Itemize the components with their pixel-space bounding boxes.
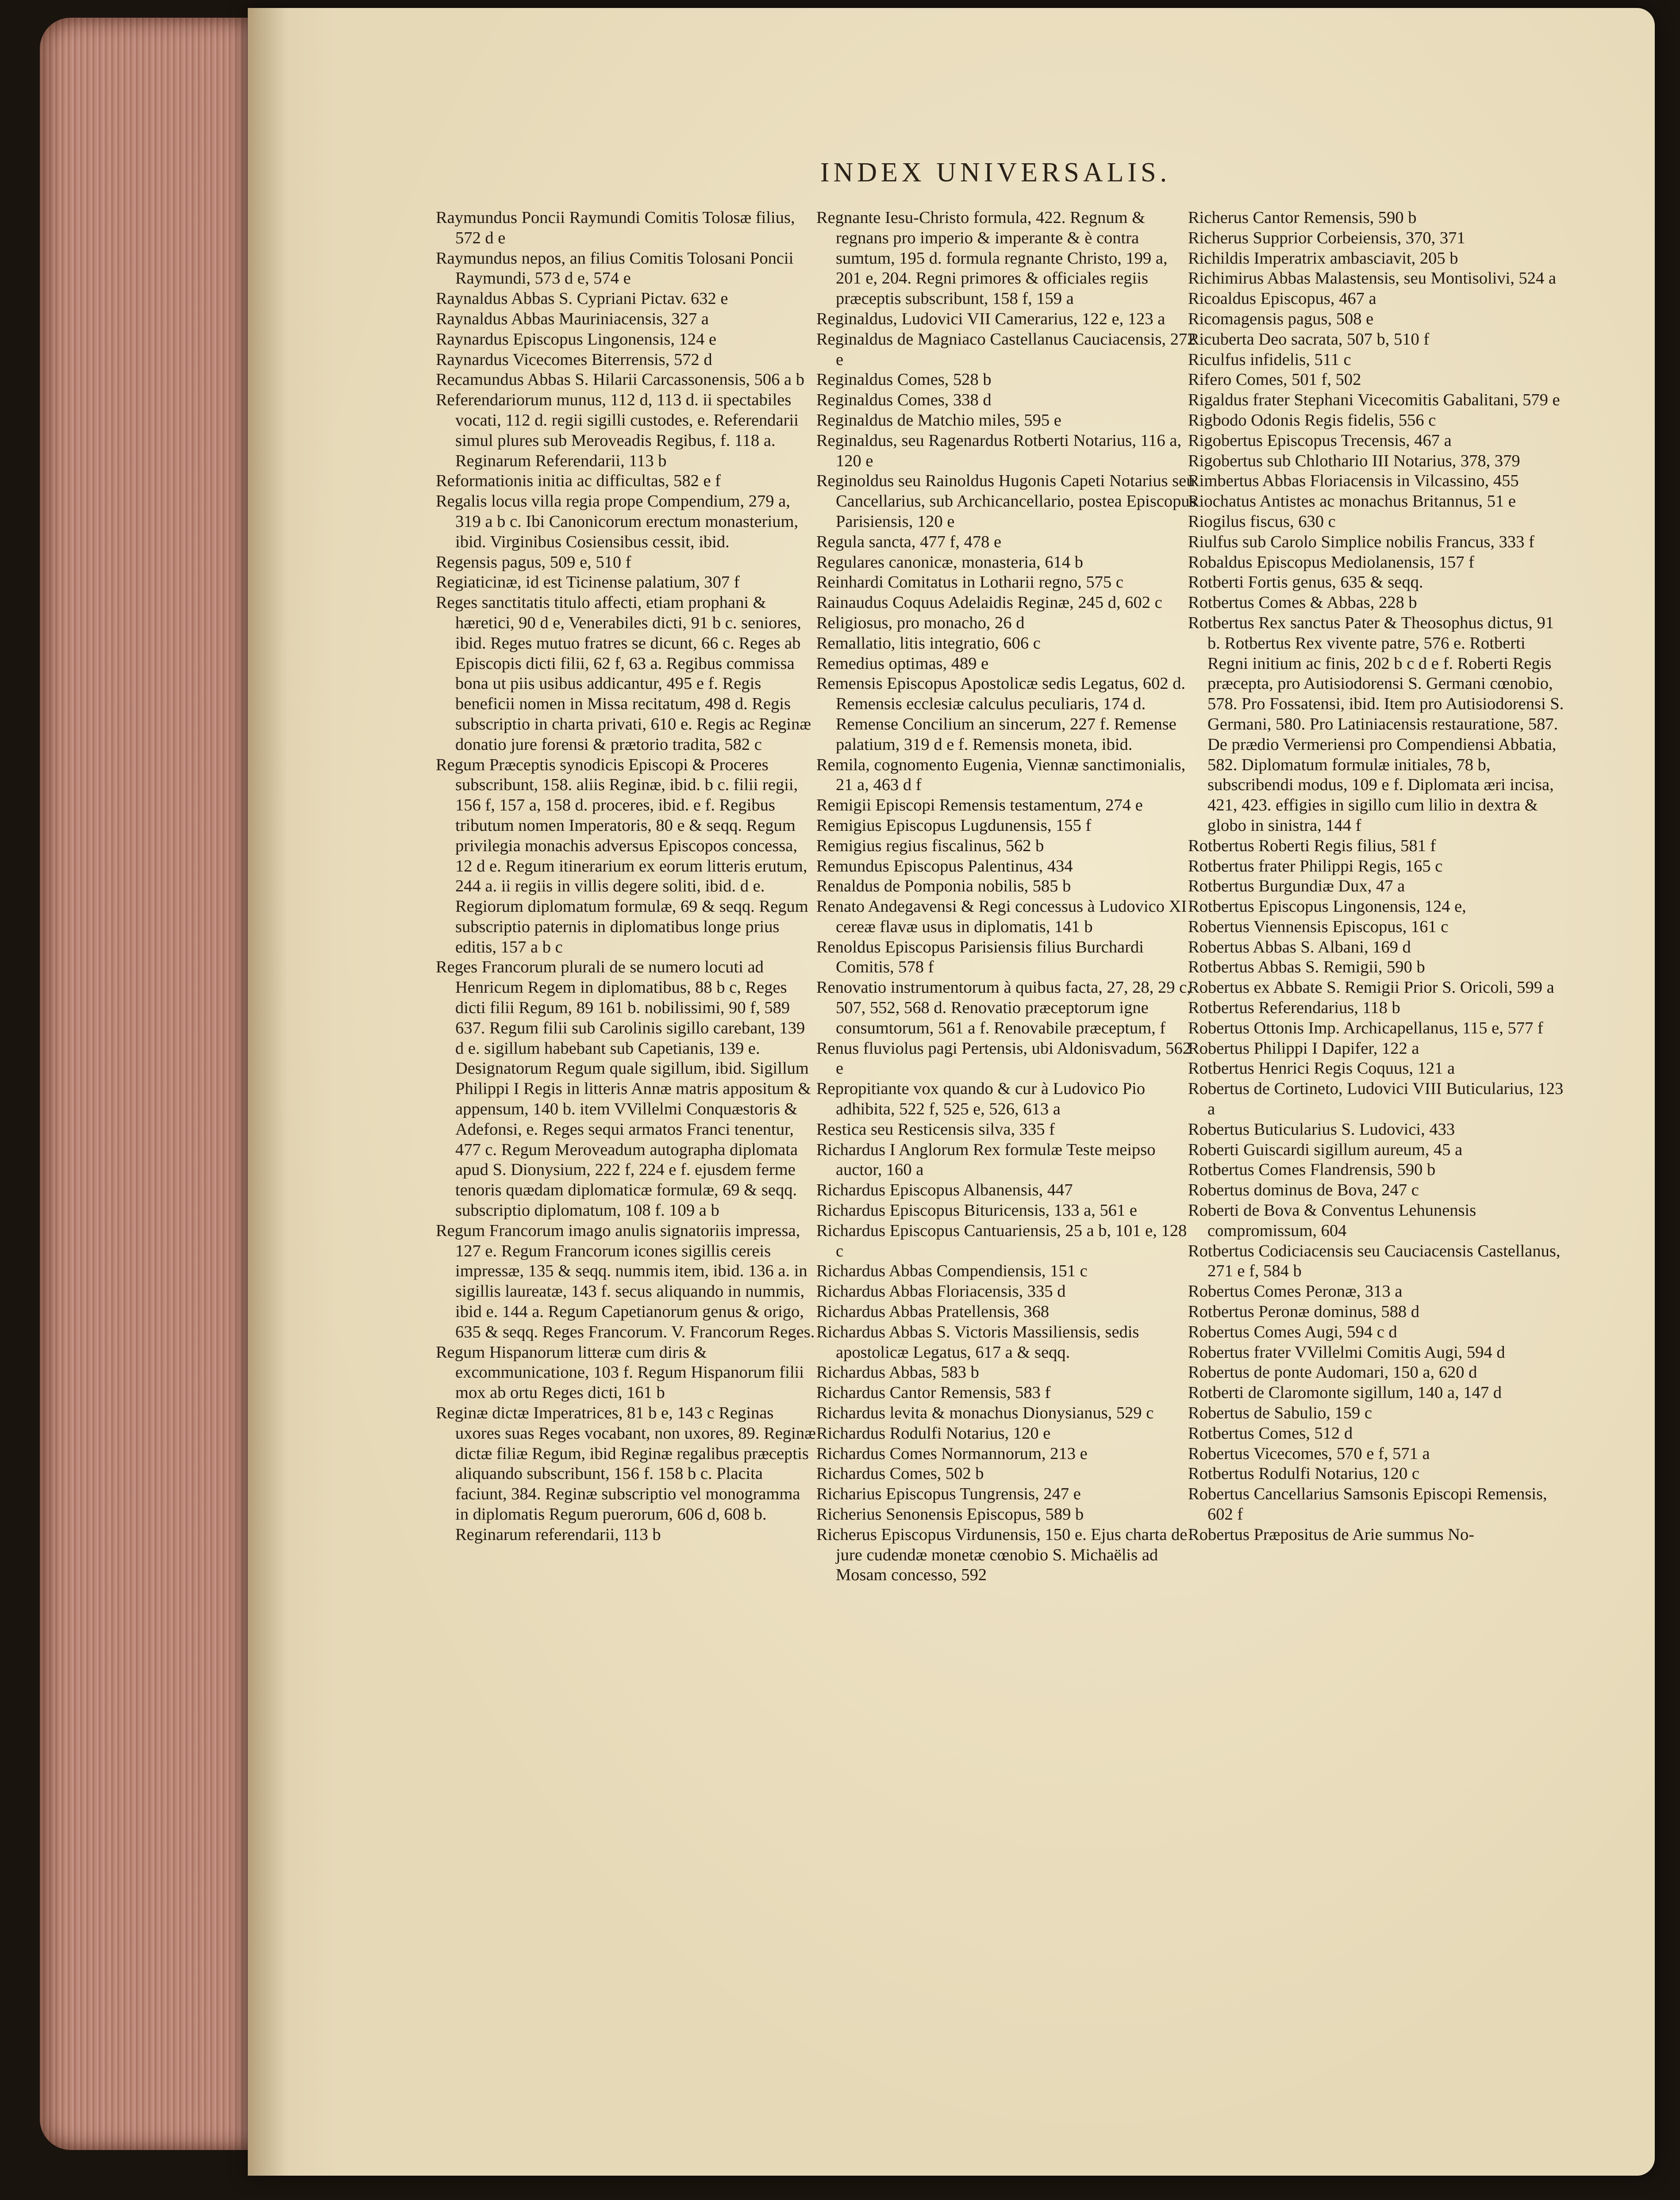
index-entry: Reges Francorum plurali de se numero locuti ad Henricum Regem in diplomatibus, 88 b c, Reges dicti filii Regum, 89 161 b. nobilissimi, 90 f, 589 637. Regum filii sub Carolinis sigillo carebant, 139 d e. sigillum habebant sub Capetianis, 139 e. Designatorum Regum quale sigillum, ibid. Sigillum Philippi I Regis in litteris Annæ matris appositum & appensum, 140 b. item VVillelmi Conquæstoris & Adefonsi, e. Reges sequi armatos Franci tenentur, 477 c. Regum Meroveadum autographa diplomata apud S. Dionysium, 222 f, 224 e f. ejusdem ferme tenoris quædam diplomaticæ formulæ, 69 & seqq. subscriptio diplomatum, 108 f. 109 a b bbox=[436, 958, 811, 1220]
index-entry: Ricoaldus Episcopus, 467 a bbox=[1188, 289, 1376, 308]
index-entry: Rotberti de Claromonte sigillum, 140 a, 147 d bbox=[1188, 1383, 1502, 1402]
index-entry: Rotbertus Rex sanctus Pater & Theosophus dictus, 91 b. Rotbertus Rex vivente patre, 576 e. Rotberti Regni initium ac finis, 202 b c d e f. Roberti Regis præcepta, pro Autisiodorensi S. Germani cœnobio, 578. Pro Fossatensi, ibid. Item pro Autisiodorensi S. Germani, 580. Pro Latiniacensis restauratione, 587. De prædio Vermeriensi pro Compendiensi Abbatia, 582. Diplomatum formulæ initiales, 78 b, subscribendi modus, 109 e f. Diplomata æri incisa, 421, 423. effigies in sigillo cum lilio in dextra & globo in sinistra, 144 f bbox=[1188, 613, 1564, 835]
index-entry: Robaldus Episcopus Mediolanensis, 157 f bbox=[1188, 553, 1474, 572]
index-entry: Restica seu Resticensis silva, 335 f bbox=[816, 1120, 1055, 1139]
index-entry: Richardus Episcopus Cantuariensis, 25 a b, 101 e, 128 c bbox=[816, 1221, 1187, 1260]
index-entry: Remallatio, litis integratio, 606 c bbox=[816, 634, 1041, 653]
index-entry: Rotbertus Peronæ dominus, 588 d bbox=[1188, 1302, 1419, 1321]
index-entry: Rotbertus Comes Flandrensis, 590 b bbox=[1188, 1160, 1436, 1179]
book-page-edges bbox=[40, 18, 265, 2150]
index-entry: Remedius optimas, 489 e bbox=[816, 654, 989, 673]
index-entry: Raynardus Episcopus Lingonensis, 124 e bbox=[436, 330, 717, 349]
index-entry: Robertus de ponte Audomari, 150 a, 620 d bbox=[1188, 1363, 1477, 1382]
index-entry: Rotbertus Referendarius, 118 b bbox=[1188, 998, 1400, 1017]
index-entry: Robertus frater VVillelmi Comitis Augi, 594 d bbox=[1188, 1343, 1505, 1362]
index-entry: Robertus Buticularius S. Ludovici, 433 bbox=[1188, 1120, 1455, 1139]
index-entry: Reginæ dictæ Imperatrices, 81 b e, 143 c Reginas uxores suas Reges vocabant, non uxores, 89. Reginæ dictæ filiæ Regum, ibid Reginæ regalibus præceptis aliquando subscribunt, 156 f. 158 b c. Placita faciunt, 384. Reginæ subscriptio vel monogramma in diplomatis Regum puerorum, 606 d, 608 b. Reginarum referendarii, 113 b bbox=[436, 1404, 816, 1544]
index-entry: Riochatus Antistes ac monachus Britannus, 51 e bbox=[1188, 492, 1516, 511]
index-entry: Richardus Rodulfi Notarius, 120 e bbox=[816, 1424, 1051, 1443]
index-entry: Robertus Abbas S. Albani, 169 d bbox=[1188, 937, 1411, 956]
index-entry: Reinhardi Comitatus in Lotharii regno, 575 c bbox=[816, 573, 1123, 592]
index-entry: Richildis Imperatrix ambasciavit, 205 b bbox=[1188, 249, 1458, 268]
index-entry: Robertus de Sabulio, 159 c bbox=[1188, 1404, 1372, 1423]
index-entry: Roberti de Bova & Conventus Lehunensis compromissum, 604 bbox=[1188, 1201, 1476, 1240]
index-entry: Rotbertus Comes & Abbas, 228 b bbox=[1188, 593, 1417, 612]
index-entry: Raymundus Poncii Raymundi Comitis Tolosæ filius, 572 d e bbox=[436, 208, 795, 247]
index-entry: Remila, cognomento Eugenia, Viennæ sanctimonialis, 21 a, 463 d f bbox=[816, 755, 1186, 795]
index-entry: Recamundus Abbas S. Hilarii Carcassonensis, 506 a b bbox=[436, 370, 804, 389]
index-entry: Robertus de Cortineto, Ludovici VIII Buticularius, 123 a bbox=[1188, 1079, 1564, 1119]
index-entry: Riulfus sub Carolo Simplice nobilis Francus, 333 f bbox=[1188, 532, 1534, 551]
index-entry: Raymundus nepos, an filius Comitis Tolosani Poncii Raymundi, 573 d e, 574 e bbox=[436, 249, 794, 288]
index-entry: Referendariorum munus, 112 d, 113 d. ii spectabiles vocati, 112 d. regii sigilli custodes, e. Referendarii simul plures sub Meroveadis Regibus, f. 118 a. Reginarum Referendarii, 113 b bbox=[436, 391, 799, 470]
index-entry: Remigius Episcopus Lugdunensis, 155 f bbox=[816, 816, 1092, 835]
index-entry: Rotbertus Comes, 512 d bbox=[1188, 1424, 1353, 1443]
index-entry: Richardus Comes, 502 b bbox=[816, 1464, 984, 1483]
page-header: INDEX UNIVERSALIS. bbox=[820, 157, 1171, 188]
index-entry: Regensis pagus, 509 e, 510 f bbox=[436, 553, 631, 572]
index-entry: Remigius regius fiscalinus, 562 b bbox=[816, 836, 1044, 855]
index-entry: Roberti Guiscardi sigillum aureum, 45 a bbox=[1188, 1140, 1463, 1159]
index-entry: Riogilus fiscus, 630 c bbox=[1188, 512, 1336, 531]
index-entry: Reformationis initia ac difficultas, 582 e f bbox=[436, 472, 721, 491]
index-entry: Robertus Præpositus de Arie summus No- bbox=[1188, 1525, 1475, 1544]
index-entry: Rigobertus Episcopus Trecensis, 467 a bbox=[1188, 431, 1452, 450]
index-entry: Raynaldus Abbas S. Cypriani Pictav. 632 e bbox=[436, 289, 728, 308]
index-entry: Renus fluviolus pagi Pertensis, ubi Aldonisvadum, 562 e bbox=[816, 1039, 1191, 1078]
index-entry: Reginoldus seu Rainoldus Hugonis Capeti Notarius seu Cancellarius, sub Archicancellario, postea Episcopus Parisiensis, 120 e bbox=[816, 472, 1196, 531]
index-column-middle bbox=[816, 208, 1197, 2141]
index-entry: Remundus Episcopus Palentinus, 434 bbox=[816, 856, 1073, 875]
index-entry: Richerus Supprior Corbeiensis, 370, 371 bbox=[1188, 228, 1465, 247]
index-entry: Regum Præceptis synodicis Episcopi & Proceres subscribunt, 158. aliis Reginæ, ibid. b c. filii regii, 156 f, 157 a, 158 d. proceres, ibid. e f. Regibus tributum nomen Imperatoris, 80 e & seqq. Regum privilegia monachis adversus Episcopos concessa, 12 d e. Regum itinerarium ex eorum litteris erutum, 244 a. ii regiis in villis degere soliti, ibid. d e. Regiorum diplomatum formulæ, 69 & seqq. Regum subscriptio paternis in diplomatibus longe prius editis, 157 a b c bbox=[436, 755, 808, 956]
index-entry: Renato Andegavensi & Regi concessus à Ludovico XI cereæ flavæ usus in diplomatis, 141 b bbox=[816, 897, 1187, 936]
index-entry: Rimbertus Abbas Floriacensis in Vilcassino, 455 bbox=[1188, 472, 1519, 491]
index-entry: Ricomagensis pagus, 508 e bbox=[1188, 309, 1374, 328]
index-column-left bbox=[436, 208, 816, 2141]
index-entry: Robertus Viennensis Episcopus, 161 c bbox=[1188, 917, 1449, 936]
index-entry: Rotbertus Codiciacensis seu Cauciacensis Castellanus, 271 e f, 584 b bbox=[1188, 1241, 1561, 1281]
index-entry: Robertus Cancellarius Samsonis Episcopi Remensis, 602 f bbox=[1188, 1485, 1547, 1524]
index-entry: Regum Hispanorum litteræ cum diris & excommunicatione, 103 f. Regum Hispanorum filii mox ab ortu Reges dicti, 161 b bbox=[436, 1343, 804, 1402]
index-entry: Richardus Abbas Floriacensis, 335 d bbox=[816, 1282, 1066, 1301]
index-entry: Rigaldus frater Stephani Vicecomitis Gabalitani, 579 e bbox=[1188, 391, 1560, 410]
index-entry: Richardus Episcopus Albanensis, 447 bbox=[816, 1181, 1073, 1200]
index-entry: Rotbertus Roberti Regis filius, 581 f bbox=[1188, 836, 1436, 855]
index-entry: Raynaldus Abbas Mauriniacensis, 327 a bbox=[436, 309, 709, 328]
index-entry: Raynardus Vicecomes Biterrensis, 572 d bbox=[436, 350, 712, 369]
index-entry: Rigbodo Odonis Regis fidelis, 556 c bbox=[1188, 411, 1436, 430]
index-entry: Richardus Cantor Remensis, 583 f bbox=[816, 1383, 1051, 1402]
index-entry: Robertus dominus de Bova, 247 c bbox=[1188, 1181, 1419, 1200]
index-entry: Rotbertus Burgundiæ Dux, 47 a bbox=[1188, 877, 1405, 896]
index-column-right bbox=[1188, 208, 1569, 2141]
index-entry: Richerius Senonensis Episcopus, 589 b bbox=[816, 1505, 1084, 1524]
index-entry: Riculfus infidelis, 511 c bbox=[1188, 350, 1351, 369]
index-entry: Richardus Abbas Pratellensis, 368 bbox=[816, 1302, 1050, 1321]
index-entry: Rainaudus Coquus Adelaidis Reginæ, 245 d, 602 c bbox=[816, 593, 1162, 612]
index-entry: Renovatio instrumentorum à quibus facta, 27, 28, 29 c, 507, 552, 568 d. Renovatio præceptorum igne consumtorum, 561 a f. Renovabile præceptum, f bbox=[816, 978, 1191, 1037]
index-entry: Renaldus de Pomponia nobilis, 585 b bbox=[816, 877, 1071, 896]
index-entry: Reginaldus, seu Ragenardus Rotberti Notarius, 116 a, 120 e bbox=[816, 431, 1182, 470]
index-entry: Reginaldus Comes, 528 b bbox=[816, 370, 992, 389]
index-entry: Regum Francorum imago anulis signatoriis impressa, 127 e. Regum Francorum icones sigillis cereis impressæ, 135 & seqq. nummis item, ibid. 136 a. in sigillis laureatæ, 143 f. secus aliquando in nummis, ibid e. 144 a. Regum Capetianorum genus & origo, 635 & seqq. Reges Francorum. V. Francorum Reges. bbox=[436, 1221, 815, 1341]
index-entry: Reginaldus Comes, 338 d bbox=[816, 391, 992, 410]
index-entry: Rigobertus sub Chlothario III Notarius, 378, 379 bbox=[1188, 451, 1520, 470]
index-entry: Religiosus, pro monacho, 26 d bbox=[816, 613, 1025, 632]
index-entry: Richardus Abbas S. Victoris Massiliensis, sedis apostolicæ Legatus, 617 a & seqq. bbox=[816, 1322, 1139, 1362]
index-entry: Richimirus Abbas Malastensis, seu Montisolivi, 524 a bbox=[1188, 269, 1556, 288]
index-entry: Rotbertus frater Philippi Regis, 165 c bbox=[1188, 856, 1443, 875]
index-entry: Richardus I Anglorum Rex formulæ Teste meipso auctor, 160 a bbox=[816, 1140, 1156, 1179]
index-entry: Robertus Comes Peronæ, 313 a bbox=[1188, 1282, 1403, 1301]
index-entry: Richardus Episcopus Bituricensis, 133 a, 561 e bbox=[816, 1201, 1137, 1220]
index-entry: Remensis Episcopus Apostolicæ sedis Legatus, 602 d. Remensis ecclesiæ calculus peculiaris, 174 d. Remense Concilium an sincerum, 227 f. Remense palatium, 319 d e f. Remensis moneta, ibid. bbox=[816, 674, 1186, 754]
index-entry: Richardus Abbas, 583 b bbox=[816, 1363, 979, 1382]
index-entry: Regnante Iesu-Christo formula, 422. Regnum & regnans pro imperio & imperante & è contra sumtum, 195 d. formula regnante Christo, 199 a, 201 e, 204. Regni primores & officiales regiis præceptis subscribunt, 158 f, 159 a bbox=[816, 208, 1168, 308]
index-entry: Regula sancta, 477 f, 478 e bbox=[816, 532, 1002, 551]
index-entry: Rotbertus Episcopus Lingonensis, 124 e, bbox=[1188, 897, 1466, 916]
index-entry: Richarius Episcopus Tungrensis, 247 e bbox=[816, 1485, 1081, 1504]
index-entry: Repropitiante vox quando & cur à Ludovico Pio adhibita, 522 f, 525 e, 526, 613 a bbox=[816, 1079, 1146, 1119]
index-entry: Regalis locus villa regia prope Compendium, 279 a, 319 a b c. Ibi Canonicorum erectum monasterium, ibid. Virginibus Cosiensibus cessit, ibid. bbox=[436, 492, 799, 551]
index-entry: Regulares canonicæ, monasteria, 614 b bbox=[816, 553, 1083, 572]
index-entry: Richerus Episcopus Virdunensis, 150 e. Ejus charta de jure cudendæ monetæ cœnobio S. Michaëlis ad Mosam concesso, 592 bbox=[816, 1525, 1188, 1585]
index-entry: Rotbertus Rodulfi Notarius, 120 c bbox=[1188, 1464, 1419, 1483]
index-entry: Robertus Philippi I Dapifer, 122 a bbox=[1188, 1039, 1419, 1058]
index-entry: Richardus Comes Normannorum, 213 e bbox=[816, 1444, 1088, 1463]
index-entry: Rotberti Fortis genus, 635 & seqq. bbox=[1188, 573, 1423, 592]
index-entry: Reginaldus, Ludovici VII Camerarius, 122 e, 123 a bbox=[816, 309, 1165, 328]
index-entry: Ricuberta Deo sacrata, 507 b, 510 f bbox=[1188, 330, 1430, 349]
index-entry: Reginaldus de Matchio miles, 595 e bbox=[816, 411, 1061, 430]
index-entry: Regiaticinæ, id est Ticinense palatium, 307 f bbox=[436, 573, 740, 592]
index-entry: Richerus Cantor Remensis, 590 b bbox=[1188, 208, 1417, 227]
index-entry: Rotbertus Henrici Regis Coquus, 121 a bbox=[1188, 1059, 1455, 1078]
index-entry: Richardus Abbas Compendiensis, 151 c bbox=[816, 1262, 1088, 1281]
index-entry: Reges sanctitatis titulo affecti, etiam prophani & hæretici, 90 d e, Venerabiles dicti, 91 b c. seniores, ibid. Reges mutuo fratres se dicunt, 66 c. Reges ab Episcopis dicti filii, 62 f, 63 a. Regibus commissa bona ut piis usibus addicantur, 495 e f. Regis beneficii nomen in Missa recitatum, 498 d. Regis subscriptio in charta privati, 610 e. Regis ac Reginæ donatio jure forensi & prætorio tradita, 582 c bbox=[436, 593, 811, 754]
index-entry: Renoldus Episcopus Parisiensis filius Burchardi Comitis, 578 f bbox=[816, 937, 1144, 977]
index-entry: Reginaldus de Magniaco Castellanus Cauciacensis, 272 e bbox=[816, 330, 1196, 369]
index-entry: Robertus Comes Augi, 594 c d bbox=[1188, 1322, 1397, 1341]
index-entry: Robertus Ottonis Imp. Archicapellanus, 115 e, 577 f bbox=[1188, 1018, 1543, 1037]
index-entry: Robertus ex Abbate S. Remigii Prior S. Oricoli, 599 a bbox=[1188, 978, 1554, 997]
index-entry: Rifero Comes, 501 f, 502 bbox=[1188, 370, 1361, 389]
index-entry: Richardus levita & monachus Dionysianus, 529 c bbox=[816, 1404, 1154, 1423]
index-entry: Rotbertus Abbas S. Remigii, 590 b bbox=[1188, 958, 1425, 977]
index-entry: Robertus Vicecomes, 570 e f, 571 a bbox=[1188, 1444, 1430, 1463]
index-entry: Remigii Episcopi Remensis testamentum, 274 e bbox=[816, 796, 1143, 815]
